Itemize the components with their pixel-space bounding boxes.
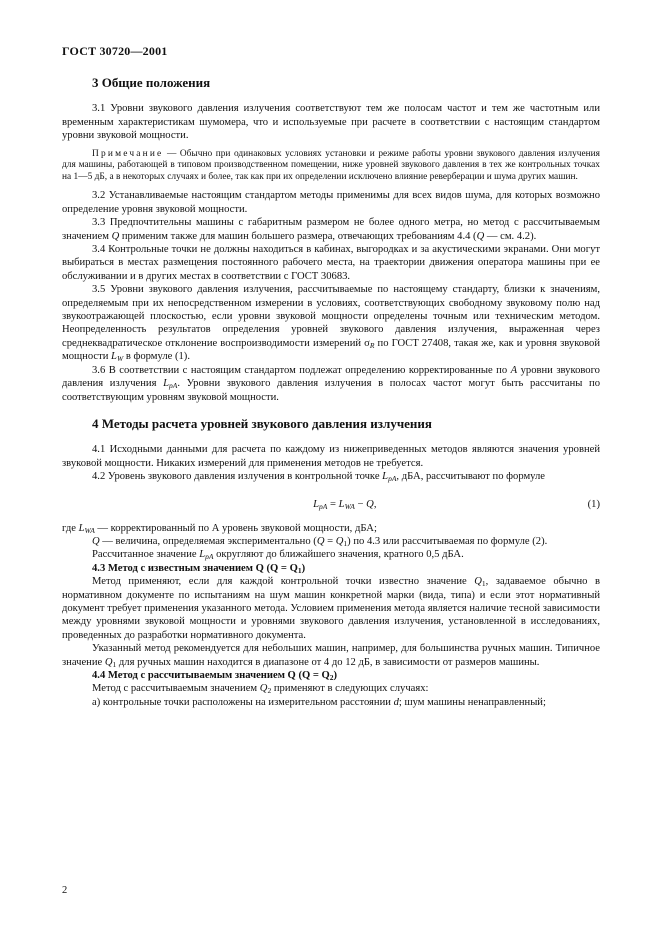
paragraph-3-6: 3.6 В соответствии с настоящим стандартом подлежат определению корректированные по А уровни звукового давления излучения $L_{pA}$. Уровни звукового давления излучения в полосах частот могут быть рассчитаны по соответствующим уровням звуковой мощности. xyxy=(62,364,600,403)
definition-lwa: где $L_{WA}$ — корректированный по А уровень звуковой мощности, дБА; xyxy=(62,522,377,535)
paragraph-3-2: 3.2 Устанавливаемые настоящим стандартом методы применимы для всех видов шума, для которых возможно определение уровня звуковой мощности. xyxy=(62,190,600,215)
section-3-title: 3 Общие положения xyxy=(92,75,211,90)
page-number: 2 xyxy=(62,885,68,896)
heading-4-3: 4.3 Метод с известным значением Q $(Q = Q_1)$ xyxy=(92,562,306,575)
paragraph-4-3-1: Метод применяют, если для каждой контрольной точки известно значение $Q_1$, задаваемое обычно в нормативном документе по испытаниям на шум машин конкретной марки (вида, типа) и если этот нормативный документ требует применения указанного метода. Условием применения метода является наличие тесной зависимости между уровнями звуковой мощности и уровнями звукового давления излучения, установленной в исследованиях, проведенных до разработки нормативного документа. xyxy=(62,576,600,641)
note-paragraph xyxy=(62,149,600,184)
document-body xyxy=(62,76,600,709)
paragraph-4-2: 4.2 Уровень звукового давления излучения в контрольной точке $L_{pA}$, дБА, рассчитывают по формуле xyxy=(92,471,545,484)
document-header: ГОСТ 30720—2001 xyxy=(62,44,168,58)
heading-4-4: 4.4 Метод с рассчитываемым значением Q $(Q = Q_2)$ xyxy=(92,670,338,682)
definitions xyxy=(62,522,600,549)
note-label: Примечание xyxy=(92,148,164,159)
paragraph-3-5: 3.5 Уровни звукового давления излучения, рассчитываемые по настоящему стандарту, близки к значениям, определяемым при их непосредственном измерении в условиях, соответствующих свободному звуковому полю над звукоотражающей плоскостью, если уровни звуковой мощности определены точным или техническим методом. Неопределенность результатов определения уровней звукового давления излучения, выраженная через среднеквадратическое отклонение воспроизводимости измерений $\sigma_R$ по ГОСТ 27408, такая же, как и уровня звуковой мощности $L_W$ в формуле (1). xyxy=(62,284,600,364)
note-text: — Обычно при одинаковых условиях установки и режиме работы уровни звукового давления излучения для машины, работающей в типовом производственном помещении, ниже уровней звукового давления в тех же контрольных точках на 1—5 дБ, а в некоторых случаях и более, так как при их определении исключено влияние реверберации и шума других машин. xyxy=(62,148,600,182)
paragraph-3-4: 3.4 Контрольные точки не должны находиться в кабинах, выгородках и за акустическими экранами. Они могут выбираться в местах размещения постоянного рабочего места, на траектории движения оператора машины при ее обслуживании и в других местах в соответствии с ГОСТ 30683. xyxy=(62,244,600,282)
section-4-title: 4 Методы расчета уровней звукового давления излучения xyxy=(92,415,432,431)
paragraph-3-1: 3.1 Уровни звукового давления излучения соответствуют тем же полосам частот и тем же частотным или временным характеристикам шумомера, что и используемые при расчете в соответствии с настоящим стандартом уровни звуковой мощности. xyxy=(62,103,600,142)
paragraph-4-4-1: Метод с рассчитываемым значением $Q_2$ применяют в следующих случаях: xyxy=(92,683,429,696)
paragraph-4-3-2: Указанный метод рекомендуется для небольших машин, например, для большинства ручных машин. Типичное значение $Q_1$ для ручных машин находится в диапазоне от 4 до 12 дБ, в зависимости от размеров машины. xyxy=(62,643,600,669)
paragraph-rounding: Рассчитанное значение $L_{pA}$ округляют до ближайшего значения, кратного 0,5 дБА. xyxy=(92,549,464,562)
formula-1 xyxy=(62,488,600,522)
definition-q: Q — величина, определяемая экспериментально $(Q = Q_1)$ по 4.3 или рассчитываемая по формуле (2). xyxy=(92,535,548,548)
paragraph-4-4-a: а) контрольные точки расположены на измерительном расстоянии d; шум машины ненаправленный; xyxy=(92,696,546,708)
formula-expression: $L_{pA} = L_{WA} - Q$, xyxy=(313,498,377,511)
formula-number: (1) xyxy=(587,498,600,510)
paragraph-3-3: 3.3 Предпочтительны машины с габаритным размером не более одного метра, но метод с рассчитываемым значением Q применим также для машин большего размера, отвечающих требованиям 4.4 (Q — см. 4.2). xyxy=(62,217,600,242)
paragraph-4-1: 4.1 Исходными данными для расчета по каждому из нижеприведенных методов являются значения уровней звуковой мощности. Никаких измерений для применения методов не требуется. xyxy=(62,444,600,469)
